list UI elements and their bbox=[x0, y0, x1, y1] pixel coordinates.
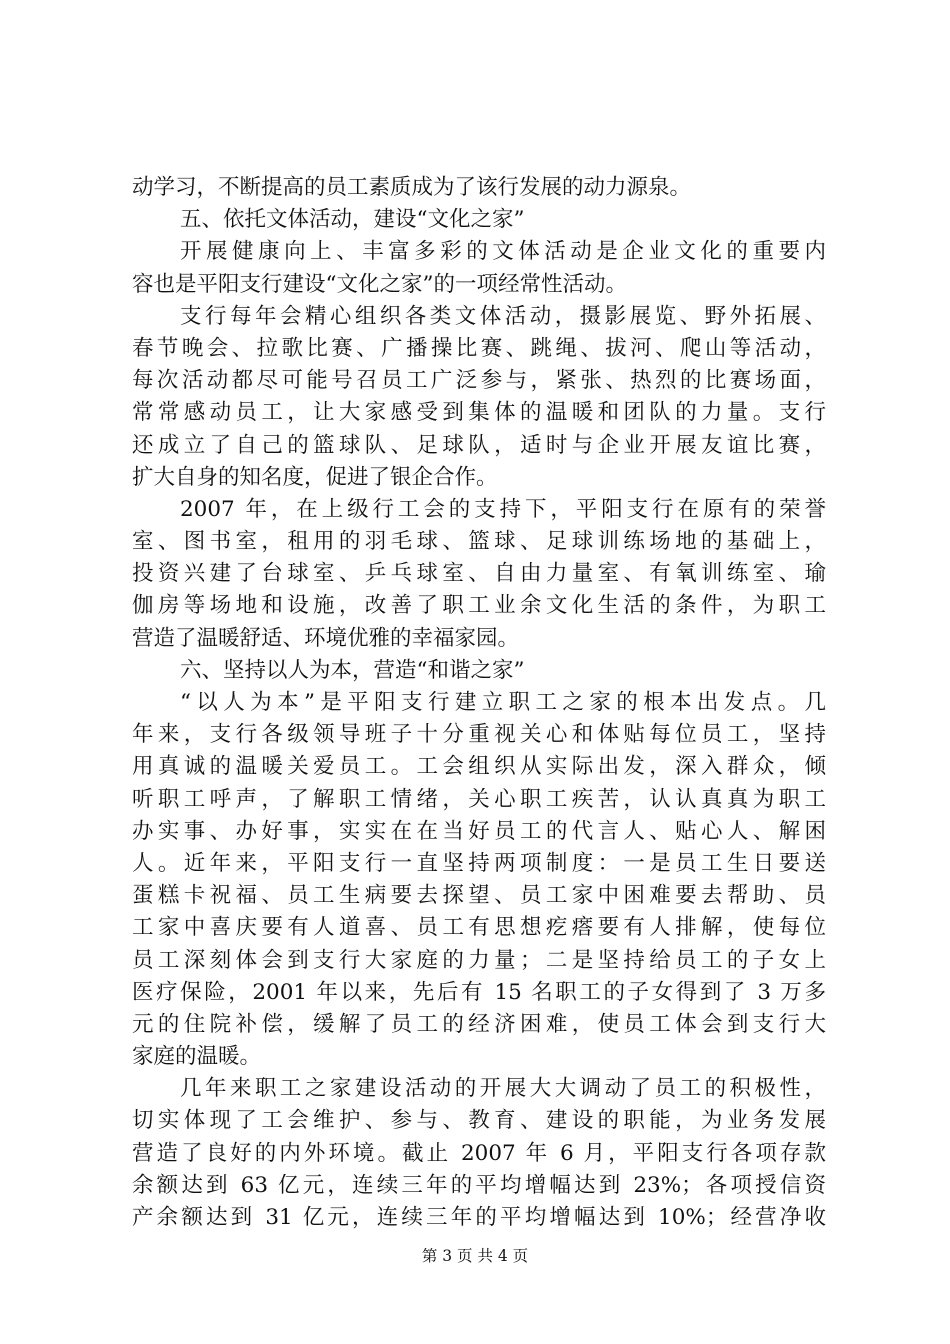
paragraph-line: 办实事、办好事，实实在在当好员工的代言人、贴心人、解困 bbox=[132, 818, 826, 844]
paragraph-line: 元的住院补偿，缓解了员工的经济困难，使员工体会到支行大 bbox=[132, 1011, 826, 1037]
paragraph-line: 产余额达到 31 亿元，连续三年的平均增幅达到 10%；经营净收 bbox=[132, 1205, 826, 1230]
paragraph-line: 工家中喜庆要有人道喜、员工有思想疙瘩要有人排解，使每位 bbox=[132, 915, 826, 941]
paragraph-line: 每次活动都尽可能号召员工广泛参与，紧张、热烈的比赛场面， bbox=[132, 368, 826, 394]
paragraph-line: “以人为本”是平阳支行建立职工之家的根本出发点。几 bbox=[180, 690, 826, 715]
paragraph-line: 伽房等场地和设施，改善了职工业余文化生活的条件，为职工 bbox=[132, 593, 826, 619]
paragraph-last-line: 六、坚持以人为本，营造“和谐之家” bbox=[180, 657, 525, 683]
paragraph-line: 用真诚的温暖关爱员工。工会组织从实际出发，深入群众，倾 bbox=[132, 754, 826, 780]
paragraph-line: 室、图书室，租用的羽毛球、篮球、足球训练场地的基础上， bbox=[132, 529, 826, 555]
document-body bbox=[132, 172, 826, 1234]
paragraph-line: 切实体现了工会维护、参与、教育、建设的职能，为业务发展 bbox=[132, 1108, 826, 1134]
paragraph-line: 春节晚会、拉歌比赛、广播操比赛、跳绳、拔河、爬山等活动， bbox=[132, 335, 826, 361]
paragraph-line: 2007 年，在上级行工会的支持下，平阳支行在原有的荣誉 bbox=[180, 496, 826, 522]
paragraph-line: 年来，支行各级领导班子十分重视关心和体贴每位员工，坚持 bbox=[132, 722, 826, 748]
paragraph-line: 余额达到 63 亿元，连续三年的平均增幅达到 23%；各项授信资 bbox=[132, 1172, 826, 1198]
paragraph-last-line: 营造了温暖舒适、环境优雅的幸福家园。 bbox=[132, 625, 520, 651]
paragraph-line: 开展健康向上、丰富多彩的文体活动是企业文化的重要内 bbox=[180, 239, 826, 265]
paragraph-line: 人。近年来，平阳支行一直坚持两项制度：一是员工生日要送 bbox=[132, 850, 826, 876]
paragraph-last-line: 家庭的温暖。 bbox=[132, 1044, 262, 1070]
paragraph-line: 医疗保险，2001 年以来，先后有 15 名职工的子女得到了 3 万多 bbox=[132, 979, 826, 1005]
paragraph-last-line: 五、依托文体活动，建设“文化之家” bbox=[180, 207, 525, 233]
paragraph-line: 常常感动员工，让大家感受到集体的温暖和团队的力量。支行 bbox=[132, 400, 826, 426]
paragraph-last-line: 动学习，不断提高的员工素质成为了该行发展的动力源泉。 bbox=[132, 175, 692, 200]
paragraph-line: 蛋糕卡祝福、员工生病要去探望、员工家中困难要去帮助、员 bbox=[132, 883, 826, 909]
paragraph-last-line: 扩大自身的知名度，促进了银企合作。 bbox=[132, 464, 498, 490]
page-footer: 第 3 页 共 4 页 bbox=[421, 1247, 529, 1265]
paragraph-line: 听职工呼声，了解职工情绪，关心职工疾苦，认认真真为职工 bbox=[132, 786, 826, 812]
paragraph-line: 投资兴建了台球室、乒乓球室、自由力量室、有氧训练室、瑜 bbox=[132, 561, 826, 587]
paragraph-line: 还成立了自己的篮球队、足球队，适时与企业开展友谊比赛， bbox=[132, 432, 826, 458]
paragraph-line: 员工深刻体会到支行大家庭的力量；二是坚持给员工的子女上 bbox=[132, 947, 826, 973]
paragraph-line: 几年来职工之家建设活动的开展大大调动了员工的积极性， bbox=[180, 1076, 826, 1102]
paragraph-line: 支行每年会精心组织各类文体活动，摄影展览、野外拓展、 bbox=[180, 303, 826, 329]
paragraph-last-line: 容也是平阳支行建设“文化之家”的一项经常性活动。 bbox=[132, 271, 627, 297]
paragraph-line: 营造了良好的内外环境。截止 2007 年 6 月，平阳支行各项存款 bbox=[132, 1140, 826, 1166]
